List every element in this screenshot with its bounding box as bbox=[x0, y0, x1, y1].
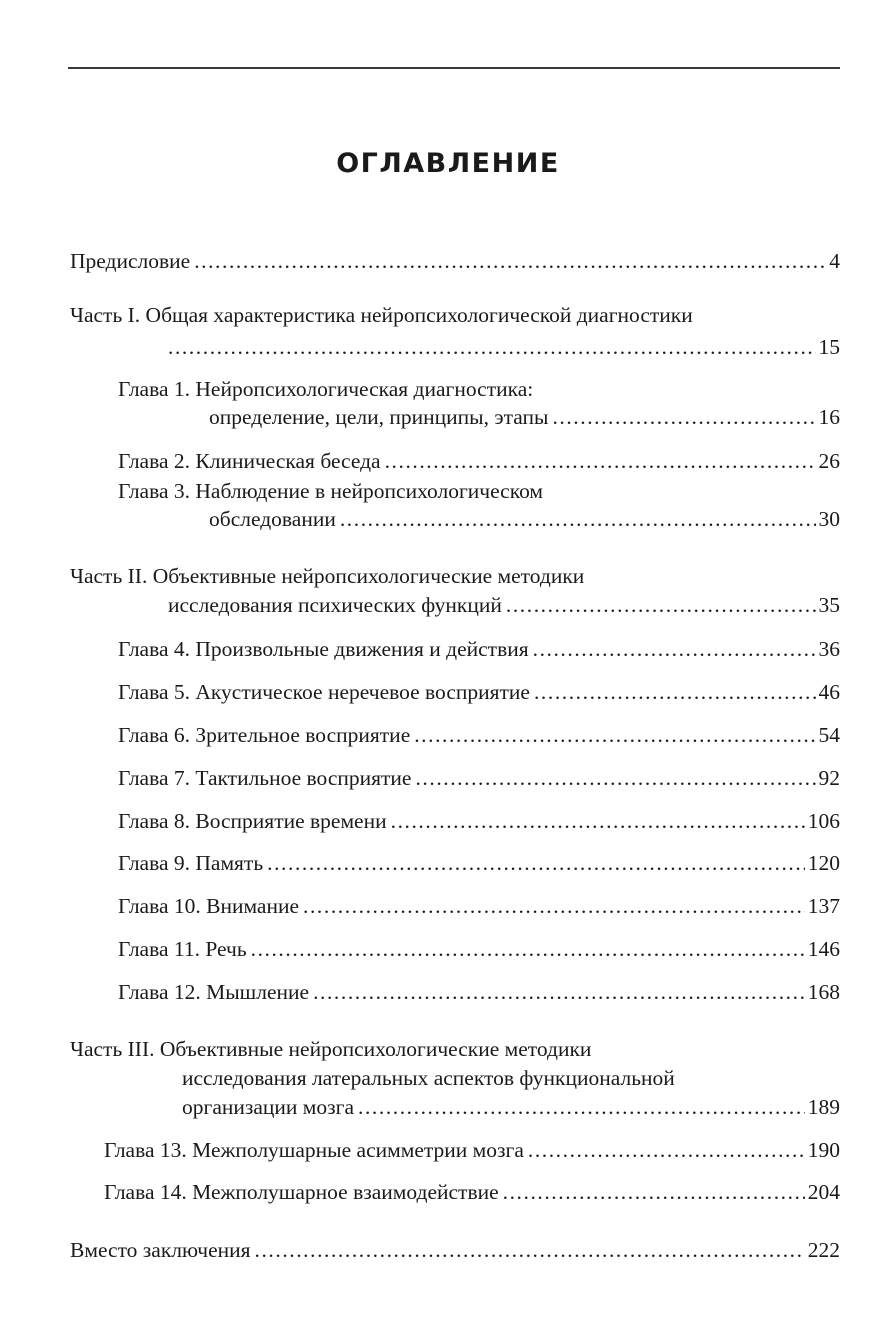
toc-part-1-title[interactable]: Часть I. Общая характеристика нейропсихологической диагностики bbox=[70, 303, 693, 327]
toc-entry-chapter-11[interactable] bbox=[118, 934, 840, 964]
toc-part-2-title[interactable]: Часть II. Объективные нейропсихологические методики bbox=[70, 564, 585, 588]
toc-page-number: 16 bbox=[818, 405, 840, 429]
toc-entry-label: Предисловие bbox=[70, 249, 191, 273]
dot-leader bbox=[414, 720, 815, 750]
dot-leader bbox=[533, 634, 816, 664]
dot-leader bbox=[168, 332, 816, 362]
toc-entry-label: Глава 2. Клиническая беседа bbox=[118, 449, 381, 473]
dot-leader bbox=[506, 590, 816, 620]
toc-entry-label: Глава 10. Внимание bbox=[118, 894, 300, 918]
toc-page-number: 146 bbox=[807, 937, 840, 961]
dot-leader bbox=[391, 806, 805, 836]
top-rule bbox=[68, 67, 840, 69]
toc-page-number: 35 bbox=[818, 593, 840, 617]
toc-entry-label: Глава 13. Межполушарные асимметрии мозга bbox=[104, 1138, 524, 1162]
toc-part-3-title-cont[interactable]: исследования латеральных аспектов функциональной bbox=[182, 1066, 675, 1090]
toc-page-number: 168 bbox=[807, 980, 840, 1004]
dot-leader bbox=[528, 1135, 805, 1165]
toc-chapter-3-title[interactable]: Глава 3. Наблюдение в нейропсихологическом bbox=[118, 479, 544, 503]
toc-entry-label: исследования психических функций bbox=[168, 593, 502, 617]
dot-leader bbox=[552, 402, 815, 432]
toc-page-number: 189 bbox=[807, 1095, 840, 1119]
toc-entry-part-3[interactable] bbox=[182, 1092, 840, 1122]
dot-leader bbox=[358, 1092, 805, 1122]
toc-entry-chapter-7[interactable] bbox=[118, 763, 840, 793]
toc-entry-chapter-8[interactable] bbox=[118, 806, 840, 836]
dot-leader bbox=[340, 504, 816, 534]
dot-leader bbox=[313, 977, 805, 1007]
toc-entry-label: Глава 7. Тактильное восприятие bbox=[118, 766, 412, 790]
toc-entry-chapter-9[interactable] bbox=[118, 848, 840, 878]
dot-leader bbox=[534, 677, 816, 707]
toc-entry-chapter-3[interactable] bbox=[209, 504, 840, 534]
toc-entry-label: Глава 4. Произвольные движения и действия bbox=[118, 637, 529, 661]
dot-leader bbox=[251, 934, 805, 964]
toc-entry-chapter-14[interactable] bbox=[104, 1177, 840, 1207]
toc-page-number: 54 bbox=[818, 723, 840, 747]
toc-page-number: 106 bbox=[807, 809, 840, 833]
toc-entry-preface[interactable] bbox=[70, 246, 840, 276]
toc-entry-chapter-5[interactable] bbox=[118, 677, 840, 707]
toc-page-number: 36 bbox=[818, 637, 840, 661]
toc-entry-part-1[interactable] bbox=[168, 332, 840, 362]
dot-leader bbox=[415, 763, 815, 793]
dot-leader bbox=[194, 246, 826, 276]
dot-leader bbox=[503, 1177, 805, 1207]
toc-entry-label: Глава 9. Память bbox=[118, 851, 264, 875]
toc-entry-label: Глава 14. Межполушарное взаимодействие bbox=[104, 1180, 499, 1204]
toc-page-number: 4 bbox=[829, 249, 840, 273]
toc-entry-chapter-13[interactable] bbox=[104, 1135, 840, 1165]
dot-leader bbox=[255, 1235, 805, 1265]
toc-entry-label: Глава 6. Зрительное восприятие bbox=[118, 723, 411, 747]
toc-page-number: 15 bbox=[818, 335, 840, 359]
toc-entry-label: обследовании bbox=[209, 507, 336, 531]
toc-entry-chapter-4[interactable] bbox=[118, 634, 840, 664]
dot-leader bbox=[385, 446, 816, 476]
toc-page-number: 190 bbox=[807, 1138, 840, 1162]
toc-entry-label: Глава 8. Восприятие времени bbox=[118, 809, 387, 833]
toc-page-number: 120 bbox=[807, 851, 840, 875]
dot-leader bbox=[303, 891, 805, 921]
toc-entry-label: Вместо заключения bbox=[70, 1238, 251, 1262]
toc-entry-chapter-1[interactable] bbox=[209, 402, 840, 432]
toc-page-number: 26 bbox=[818, 449, 840, 473]
toc-page-number: 92 bbox=[818, 766, 840, 790]
toc-page-number: 204 bbox=[807, 1180, 840, 1204]
toc-page-number: 222 bbox=[807, 1238, 840, 1262]
toc-part-3-title[interactable]: Часть III. Объективные нейропсихологические методики bbox=[70, 1037, 592, 1061]
toc-entry-label: Глава 11. Речь bbox=[118, 937, 247, 961]
page-title: ОГЛАВЛЕНИЕ bbox=[336, 148, 560, 179]
toc-chapter-1-title[interactable]: Глава 1. Нейропсихологическая диагностика: bbox=[118, 377, 534, 401]
dot-leader bbox=[267, 848, 805, 878]
toc-entry-label: организации мозга bbox=[182, 1095, 355, 1119]
toc-entry-label: определение, цели, принципы, этапы bbox=[209, 405, 549, 429]
toc-page-number: 46 bbox=[818, 680, 840, 704]
toc-page-number: 30 bbox=[818, 507, 840, 531]
toc-entry-label: Глава 12. Мышление bbox=[118, 980, 310, 1004]
toc-entry-label: Глава 5. Акустическое неречевое восприятие bbox=[118, 680, 530, 704]
toc-entry-chapter-2[interactable] bbox=[118, 446, 840, 476]
toc-entry-chapter-12[interactable] bbox=[118, 977, 840, 1007]
toc-entry-chapter-6[interactable] bbox=[118, 720, 840, 750]
toc-entry-part-2[interactable] bbox=[168, 590, 840, 620]
toc-entry-chapter-10[interactable] bbox=[118, 891, 840, 921]
toc-page-number: 137 bbox=[807, 894, 840, 918]
toc-entry-conclusion[interactable] bbox=[70, 1235, 840, 1265]
